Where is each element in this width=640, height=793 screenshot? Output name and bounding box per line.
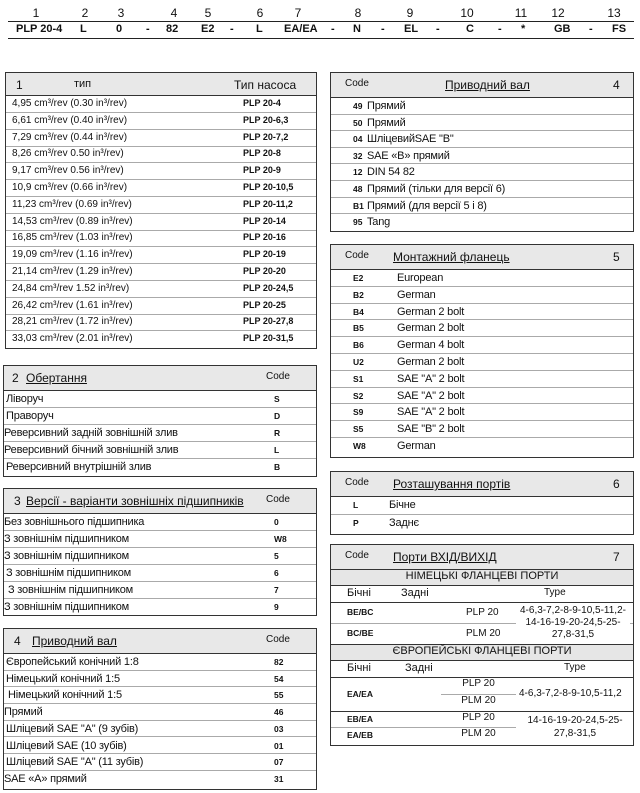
table-row [331, 404, 633, 421]
port-code: BE/BC [347, 607, 374, 617]
option-label: German 2 bolt [397, 356, 465, 368]
table-row [6, 247, 316, 264]
table-row [4, 599, 316, 615]
option-label: Tang [367, 216, 391, 229]
table-row [331, 337, 633, 354]
option-code: B5 [353, 323, 364, 334]
table-row [331, 678, 633, 712]
option-label: Бічне [389, 499, 416, 511]
option-label: З зовнішнім підшипником [8, 584, 134, 596]
table-row [6, 298, 316, 315]
table-header [331, 545, 633, 570]
port-code: EB/EA [347, 714, 373, 724]
option-code: B2 [353, 289, 364, 300]
code-label: Code [266, 371, 290, 382]
table-row [331, 287, 633, 304]
option-code: 7 [274, 585, 279, 595]
displacement: 33,03 cm³/rev (2.01 in³/rev) [12, 333, 133, 345]
table-row [6, 214, 316, 231]
option-code: W8 [274, 534, 287, 544]
code-number: 5 [204, 6, 212, 20]
option-code: B4 [353, 306, 364, 317]
table-row [4, 548, 316, 565]
option-label: Німецький конічний 1:5 [8, 689, 122, 702]
option-label: З зовнішнім підшипником [6, 567, 132, 579]
table-row [6, 130, 316, 147]
table-row [6, 163, 316, 180]
pump-model: PLP 20-10,5 [243, 182, 294, 192]
section-number: 1 [16, 78, 23, 92]
pump-model: PLP 20-8 [243, 148, 281, 159]
column-type: Type [564, 662, 586, 673]
option-label: З зовнішнім підшипником [4, 601, 130, 613]
port-code: BC/BE [347, 628, 374, 638]
option-label: SAE "B" 2 bolt [397, 423, 465, 436]
type-line: 27,8-31,5 [553, 728, 597, 739]
table-row [4, 391, 316, 408]
option-label: Прямий [4, 706, 43, 719]
code-number: 9 [406, 6, 414, 20]
option-label: German 4 bolt [397, 339, 465, 352]
option-code: B [274, 462, 281, 472]
code-value: 82 [166, 23, 179, 35]
option-label: SAE "A" 2 bolt [397, 389, 465, 402]
port-types: 4-6,3-7,2-8-9-10,5-11,2 [519, 688, 622, 699]
code-label: Code [345, 550, 369, 561]
option-label: Шліцевий SAE (10 зубів) [6, 739, 127, 752]
option-code: 82 [274, 657, 284, 667]
option-label: European [397, 272, 444, 284]
code-value: PLP 20-4 [16, 23, 63, 35]
table-row [4, 654, 316, 671]
displacement: 21,14 cm³/rev (1.29 in³/rev) [12, 266, 133, 277]
versions-table [3, 488, 317, 616]
option-code: S5 [353, 424, 364, 435]
option-label: DIN 54 82 [367, 166, 415, 179]
code-separator: - [436, 23, 440, 35]
table-row [331, 712, 633, 744]
code-separator: - [146, 23, 150, 35]
code-number: 2 [81, 6, 89, 20]
option-label: Реверсивний задній зовнішній злив [4, 427, 178, 439]
code-number: 1 [32, 6, 40, 20]
port-model: PLP 20 [462, 712, 495, 723]
code-value: L [256, 23, 263, 35]
table-row [331, 181, 633, 198]
option-code: 54 [274, 673, 284, 684]
section-number: 6 [613, 477, 620, 491]
table-header [4, 629, 316, 654]
pump-model: PLP 20-20 [243, 266, 286, 276]
table-row [331, 214, 633, 230]
option-label: ШліцевийSAE "B" [367, 133, 454, 146]
pump-model: PLP 20-19 [243, 249, 286, 260]
table-row [331, 371, 633, 388]
section-number: 4 [613, 78, 620, 92]
table-row [4, 771, 316, 787]
option-label: German [397, 440, 436, 452]
table-row [6, 264, 316, 281]
table-header [6, 73, 316, 96]
option-code: 95 [353, 217, 363, 228]
table-row [331, 421, 633, 438]
table-row [4, 687, 316, 704]
option-code: L [353, 500, 359, 510]
option-label: German [397, 288, 436, 301]
displacement: 24,84 cm³/rev 1.52 in³/rev) [12, 282, 130, 294]
type-line: 14-16-19-20-24,5-25- [525, 617, 621, 628]
pump-model: PLP 20-31,5 [243, 333, 294, 344]
code-value: E2 [201, 23, 215, 35]
table-row [331, 131, 633, 148]
column-rear: Задні [405, 662, 433, 674]
option-label: SAE «A» прямий [4, 772, 87, 785]
option-label: З зовнішнім підшипником [4, 533, 130, 545]
pump-model: PLP 20-7,2 [243, 131, 289, 142]
pump-model: PLP 20-11,2 [243, 198, 293, 209]
table-row [331, 388, 633, 405]
section-title: Версії - варіанти зовнішніх підшипників [26, 494, 244, 508]
code-number: 7 [294, 6, 302, 20]
table-row [6, 180, 316, 197]
code-value: EA/EA [284, 23, 318, 35]
table-row [6, 96, 316, 113]
table-header [331, 73, 633, 98]
port-model: PLM 20 [466, 628, 501, 639]
code-label: Code [345, 78, 369, 89]
drive-shaft-table [3, 628, 317, 790]
port-model: PLP 20 [466, 607, 499, 618]
column-rear: Задні [401, 587, 429, 599]
option-label: Реверсивний бічний зовнішній злив [4, 444, 179, 456]
table-row [6, 230, 316, 247]
table-row [6, 113, 316, 130]
german-ports-title: НІМЕЦЬКІ ФЛАНЦЕВІ ПОРТИ [331, 570, 633, 586]
code-label: Code [266, 494, 290, 505]
table-row [331, 270, 633, 287]
option-code: 01 [274, 740, 284, 751]
port-model: PLP 20 [441, 678, 516, 695]
displacement: 28,21 cm³/rev (1.72 in³/rev) [12, 316, 133, 328]
port-model: PLM 20 [461, 695, 496, 706]
column-side: Бічні [347, 587, 371, 599]
port-types [519, 714, 631, 740]
table-row [4, 442, 316, 459]
option-label: Праворуч [6, 410, 54, 422]
table-row [4, 565, 316, 582]
option-label: German 2 bolt [397, 305, 465, 318]
section-title: Обертання [26, 371, 87, 385]
table-row [6, 197, 316, 214]
option-label: Прямий [367, 100, 406, 112]
option-label: Шліцевий SAE "A" (9 зубів) [6, 722, 139, 735]
option-label: Європейський конічний 1:8 [6, 656, 139, 668]
port-model: PLM 20 [461, 728, 496, 739]
option-code: 55 [274, 690, 284, 701]
pump-model: PLP 20-25 [243, 299, 286, 310]
column-side: Бічні [347, 662, 371, 674]
option-code: 9 [274, 602, 279, 612]
option-label: З зовнішнім підшипником [4, 550, 130, 562]
option-code: 49 [353, 101, 363, 111]
option-code: E2 [353, 273, 364, 283]
european-ports-columns [331, 661, 633, 678]
table-header [331, 245, 633, 270]
table-row [331, 515, 633, 532]
option-label: SAE "A" 2 bolt [397, 372, 465, 385]
port-code: EA/EB [347, 730, 373, 740]
code-number: 6 [256, 6, 264, 20]
table-row [4, 582, 316, 599]
option-code: S1 [353, 373, 364, 384]
option-code: 6 [274, 568, 279, 578]
section-title: Монтажний фланець [393, 250, 510, 264]
code-value: EL [404, 23, 419, 35]
option-code: W8 [353, 441, 366, 451]
table-row [331, 164, 633, 181]
section-title: Приводний вал [32, 634, 117, 648]
option-label: Шліцевий SAE "A" (11 зубів) [6, 756, 144, 769]
code-separator: - [331, 23, 335, 35]
code-number: 12 [551, 6, 565, 20]
german-ports-columns [331, 586, 633, 603]
option-label: Прямий (для версії 5 і 8) [367, 199, 487, 212]
option-label: Ліворуч [6, 393, 44, 405]
option-code: S2 [353, 390, 364, 401]
option-label: Без зовнішнього підшипника [4, 516, 145, 528]
section-title: Розташування портів [393, 477, 511, 491]
code-value: 0 [116, 23, 123, 35]
table-row [331, 198, 633, 215]
drive-shaft-codes-table [330, 72, 634, 232]
pump-model: PLP 20-14 [243, 215, 286, 226]
type-line: 14-16-19-20-24,5-25- [527, 715, 623, 726]
option-code: D [274, 411, 281, 421]
table-row [331, 438, 633, 454]
rotation-table [3, 365, 317, 477]
table-row [331, 497, 633, 515]
option-code: 04 [353, 134, 363, 145]
option-code: 46 [274, 707, 284, 718]
column-header: Тип насоса [234, 78, 297, 92]
option-label: SAE «B» прямий [367, 149, 450, 162]
mounting-flange-table [330, 244, 634, 458]
option-code: 32 [353, 150, 363, 161]
option-code: R [274, 428, 281, 438]
pump-model: PLP 20-27,8 [243, 316, 294, 327]
table-header [331, 472, 633, 497]
code-number: 13 [607, 6, 621, 20]
displacement: 4,95 cm³/rev (0.30 in³/rev) [12, 98, 128, 109]
code-value: * [521, 23, 526, 35]
displacement: 26,42 cm³/rev (1.61 in³/rev) [12, 299, 133, 311]
section-number: 7 [613, 550, 620, 564]
table-row [4, 754, 316, 771]
code-number: 8 [354, 6, 362, 20]
european-ports-title: ЄВРОПЕЙСЬКІ ФЛАНЦЕВІ ПОРТИ [331, 645, 633, 661]
displacement: 11,23 cm³/rev (0.69 in³/rev) [12, 198, 132, 210]
code-value: GB [554, 23, 571, 35]
code-number: 10 [460, 6, 474, 20]
option-label: Прямий [367, 116, 406, 129]
option-label: Реверсивний внутрішній злив [6, 461, 152, 473]
code-values-bar [8, 21, 634, 39]
table-row [4, 514, 316, 531]
code-number: 4 [170, 6, 178, 20]
option-code: 5 [274, 551, 279, 561]
option-label: German 2 bolt [397, 322, 465, 335]
column-header: тип [74, 78, 92, 90]
code-value: C [466, 23, 474, 35]
table-row [4, 425, 316, 442]
code-label: Code [345, 250, 369, 261]
option-code: S9 [353, 407, 364, 418]
section-title: Приводний вал [445, 78, 530, 92]
pump-model: PLP 20-6,3 [243, 114, 289, 125]
table-row [4, 721, 316, 738]
table-row [331, 304, 633, 321]
displacement: 14,53 cm³/rev (0.89 in³/rev) [12, 215, 133, 227]
code-value: L [80, 23, 87, 35]
table-header [4, 489, 316, 514]
displacement: 16,85 cm³/rev (1.03 in³/rev) [12, 232, 133, 244]
port-code: EA/EA [347, 689, 373, 699]
option-code: 07 [274, 757, 284, 768]
ports-location-table [330, 471, 634, 535]
code-value: FS [612, 23, 627, 35]
type-line: 4-6,3-7,2-8-9-10,5-11,2- [520, 605, 626, 616]
option-code: B6 [353, 340, 364, 351]
displacement: 19,09 cm³/rev (1.16 in³/rev) [12, 249, 133, 261]
option-code: 48 [353, 184, 363, 194]
type-line: 27,8-31,5 [551, 629, 595, 640]
option-code: 03 [274, 723, 284, 734]
option-code: 12 [353, 167, 363, 178]
option-label: Німецький конічний 1:5 [6, 672, 120, 685]
code-separator: - [589, 23, 593, 35]
pump-type-table [5, 72, 317, 349]
displacement: 9,17 cm³/rev 0.56 in³/rev) [12, 165, 124, 177]
section-number: 4 [14, 634, 21, 648]
code-value: N [353, 23, 361, 35]
pump-model: PLP 20-16 [243, 232, 286, 243]
table-row [6, 281, 316, 298]
code-number: 11 [514, 6, 528, 20]
table-row [331, 320, 633, 337]
displacement: 8,26 cm³/rev 0.50 in³/rev) [12, 148, 124, 160]
option-code: U2 [353, 357, 364, 367]
section-number: 3 [14, 494, 21, 508]
table-row [331, 115, 633, 132]
displacement: 6,61 cm³/rev (0.40 in³/rev) [12, 114, 128, 126]
german-port-types [516, 605, 630, 641]
option-code: 0 [274, 517, 279, 527]
section-number: 2 [12, 371, 19, 385]
table-row [4, 704, 316, 721]
table-row [4, 408, 316, 425]
option-code: S [274, 394, 280, 404]
table-row [6, 314, 316, 331]
code-label: Code [345, 477, 369, 488]
table-row [4, 738, 316, 755]
option-label: SAE "A" 2 bolt [397, 406, 465, 419]
option-label: Заднє [389, 516, 419, 529]
table-row [331, 148, 633, 165]
option-code: L [274, 445, 280, 455]
table-row [6, 146, 316, 163]
ports-table [330, 544, 634, 746]
pump-model: PLP 20-4 [243, 98, 281, 108]
table-row [4, 459, 316, 475]
table-row [4, 531, 316, 548]
displacement: 10,9 cm³/rev (0.66 in³/rev) [12, 182, 128, 193]
code-number: 3 [117, 6, 125, 20]
code-separator: - [381, 23, 385, 35]
pump-model: PLP 20-24,5 [243, 282, 294, 293]
option-code: 31 [274, 773, 284, 784]
displacement: 7,29 cm³/rev (0.44 in³/rev) [12, 131, 128, 143]
table-row [4, 671, 316, 688]
option-code: B1 [353, 200, 364, 211]
table-row [331, 98, 633, 115]
section-title: Порти ВХІД/ВИХІД [393, 550, 497, 564]
code-separator: - [498, 23, 502, 35]
code-label: Code [266, 634, 290, 645]
pump-model: PLP 20-9 [243, 165, 281, 176]
column-type: Type [544, 587, 566, 598]
table-row [6, 331, 316, 347]
table-header [4, 366, 316, 391]
table-row [331, 354, 633, 371]
code-separator: - [230, 23, 234, 35]
section-number: 5 [613, 250, 620, 264]
option-code: 50 [353, 117, 363, 128]
option-label: Прямий (тільки для версії 6) [367, 183, 506, 195]
option-code: P [353, 517, 359, 528]
